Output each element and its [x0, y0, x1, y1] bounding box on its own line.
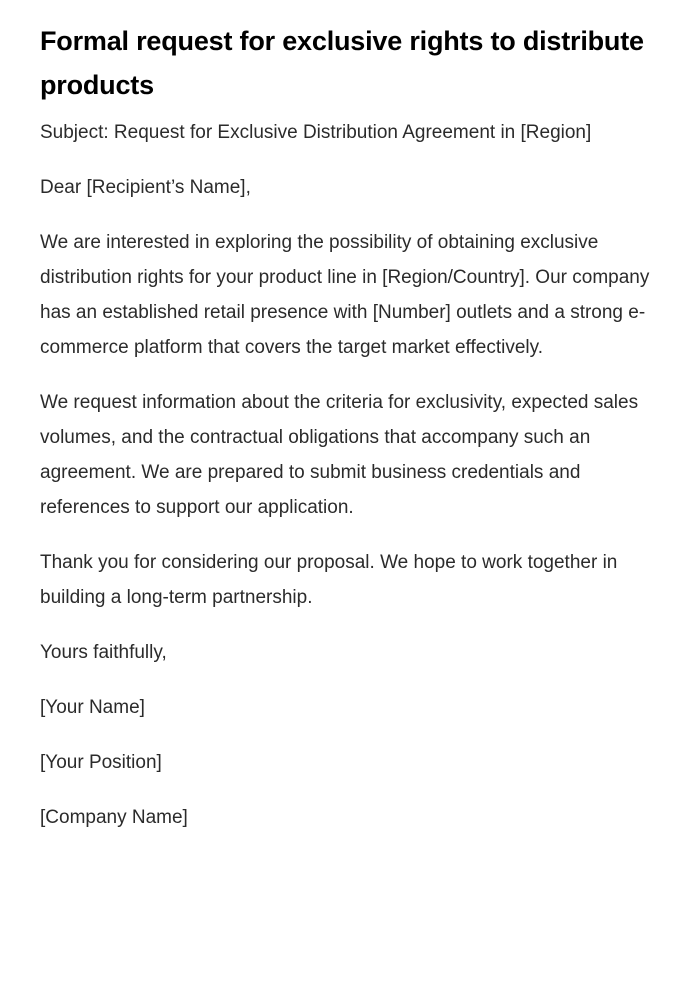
- salutation: Dear [Recipient’s Name],: [40, 177, 251, 198]
- body-paragraph-2: We request information about the criteria for exclusivity, expected sales volumes, and the contractual obligations that accompany such an agreement. We are prepared to submit business credentials and references to support our application.: [40, 392, 639, 518]
- body-paragraph-1: We are interested in exploring the possibility of obtaining exclusive distribution rights for your product line in [Region/Country]. Our company has an established retail presence with [Number] outlets and a strong e-commerce platform that covers the target market effectively.: [40, 232, 650, 358]
- subject-line: Subject: Request for Exclusive Distribution Agreement in [Region]: [40, 122, 592, 143]
- body-paragraph-3: Thank you for considering our proposal. We hope to work together in building a long-term partnership.: [40, 552, 618, 608]
- signature-company: [Company Name]: [40, 807, 188, 828]
- page-title: Formal request for exclusive rights to distribute products: [40, 26, 644, 100]
- closing: Yours faithfully,: [40, 642, 167, 663]
- signature-position: [Your Position]: [40, 752, 162, 773]
- signature-name: [Your Name]: [40, 697, 145, 718]
